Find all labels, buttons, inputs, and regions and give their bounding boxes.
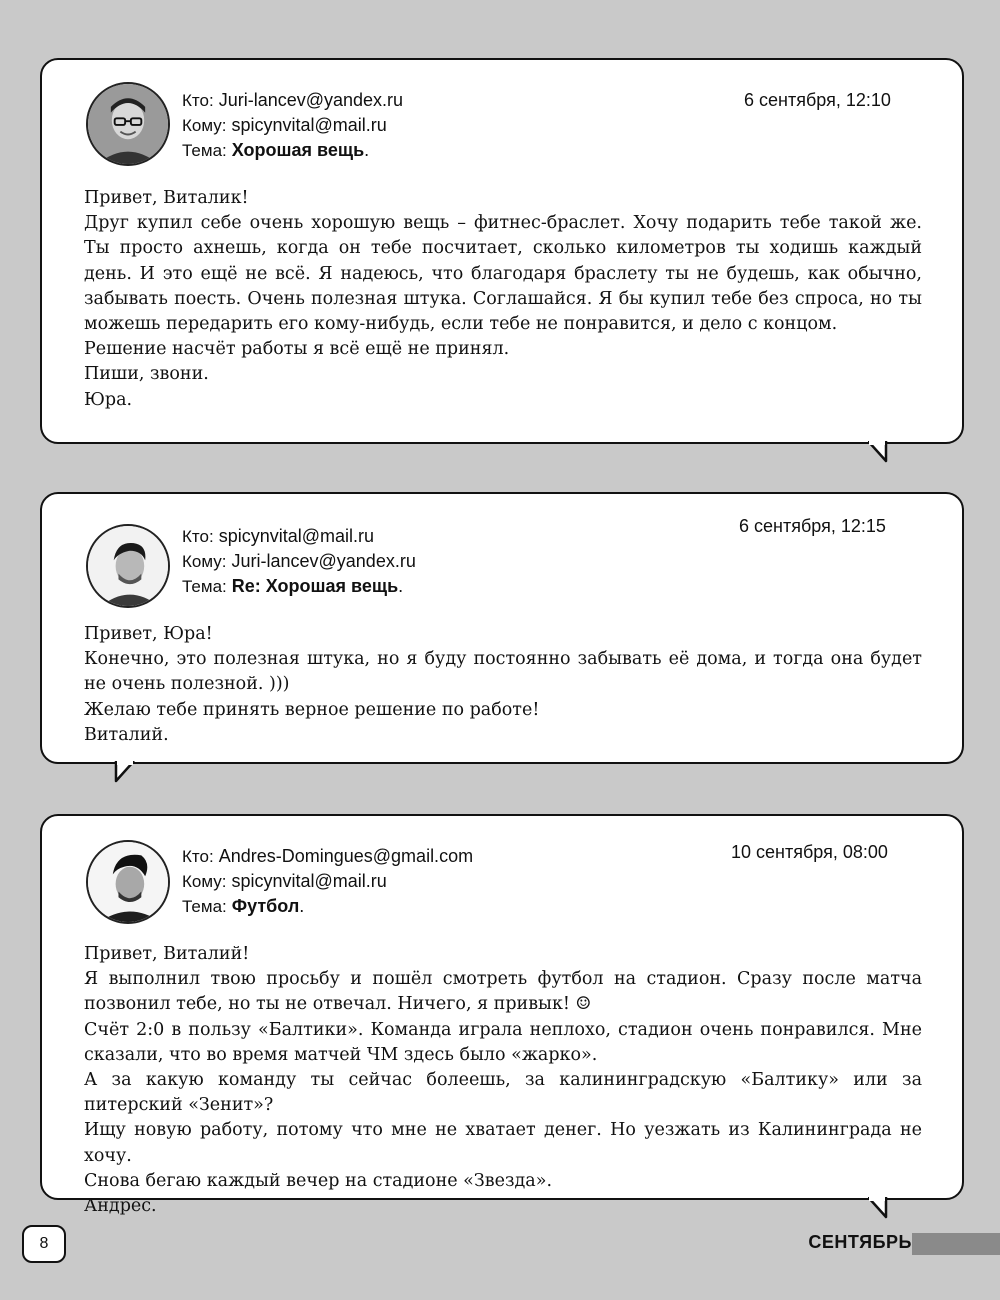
body-line: Друг купил себе очень хорошую вещь – фитнес-браслет. Хочу подарить тебе такой же. Ты просто ахнешь, когда он тебе посчитает, сколько километров ты ходишь каждый день. И это ещё не всё. Я надеюсь, что благодаря браслету ты не будешь, как обычно, забывать поесть. Очень полезная штука. Соглашайся. Я бы купил тебе без спроса, но ты можешь передарить его кому-нибудь, если тебе не понравится, и дело с концом. [84,213,922,335]
from-row [182,844,473,869]
from-label: Кто: [182,527,214,546]
to-address[interactable]: spicynvital@mail.ru [231,871,387,891]
bubble-tail [868,441,892,463]
bubble-tail [112,761,136,783]
subject-text: Re: Хорошая вещь [231,576,399,596]
body-line: Счёт 2:0 в пользу «Балтики». Команда играла неплохо, стадион очень понравился. Мне сказали, что во время матчей ЧМ здесь было «жарко». [84,1019,922,1065]
to-row [182,869,473,894]
body-line: Снова бегаю каждый вечер на стадионе «Звезда». [84,1170,553,1191]
body-line: Юра. [84,389,133,410]
subject-period: . [299,896,305,916]
email-date: 10 сентября, 08:00 [731,842,888,862]
to-address[interactable]: Juri-lancev@yandex.ru [231,551,416,571]
from-label: Кто: [182,91,214,110]
from-row [182,524,416,549]
sender-avatar [86,840,170,924]
email-card [40,58,964,444]
body-line: А за какую команду ты сейчас болеешь, за калининградскую «Балтику» или за питерский «Зенит»? [84,1070,922,1116]
subject-row [182,138,403,163]
body-line: Привет, Юра! [84,624,213,644]
body-line: Виталий. [84,724,169,745]
subject-row [182,894,473,919]
body-line: Я выполнил твою просьбу и пошёл смотреть футбол на стадион. Сразу после матча позвонил тебе, но ты не отвечал. Ничего, я привык! ☺ [84,969,922,1015]
email-date: 6 сентября, 12:15 [739,516,886,536]
subject-label: Тема: [182,897,227,916]
bubble-tail [868,1197,892,1219]
body-line: Желаю тебе принять верное решение по работе! [84,699,540,720]
subject-period: . [398,576,404,596]
to-label: Кому: [182,872,227,891]
body-line: Ищу новую работу, потому что мне не хватает денег. Но уезжать из Калининграда не хочу. [84,1120,922,1166]
from-address[interactable]: Juri-lancev@yandex.ru [218,90,404,110]
email-body [84,942,922,1219]
from-address[interactable]: spicynvital@mail.ru [218,526,375,546]
body-line: Привет, Виталик! [84,188,249,208]
email-body [84,622,922,748]
from-label: Кто: [182,847,214,866]
body-line: Андрес. [84,1196,157,1217]
sender-avatar [86,82,170,166]
to-row [182,549,416,574]
email-card [40,492,964,764]
sender-avatar [86,524,170,608]
body-line: Пиши, звони. [84,364,209,385]
email-body [84,186,922,413]
to-address[interactable]: spicynvital@mail.ru [231,115,387,135]
from-address[interactable]: Andres-Domingues@gmail.com [218,846,474,866]
email-card [40,814,964,1217]
email-header [182,88,403,163]
from-row [182,88,403,113]
section-title: СЕНТЯБРЬ [808,1232,912,1252]
body-line: Конечно, это полезная штука, но я буду постоянно забывать её дома, и тогда она будет не очень полезной. ))) [84,649,922,695]
subject-text: Хорошая вещь [231,140,365,160]
to-label: Кому: [182,116,227,135]
subject-period: . [364,140,370,160]
subject-row [182,574,416,599]
body-line: Решение насчёт работы я всё ещё не принял. [84,339,510,360]
section-bar [912,1233,1000,1255]
page-number: 8 [22,1225,66,1263]
subject-label: Тема: [182,577,227,596]
email-header [182,844,473,919]
to-label: Кому: [182,552,227,571]
subject-label: Тема: [182,141,227,160]
email-date: 6 сентября, 12:10 [744,90,891,110]
to-row [182,113,403,138]
subject-text: Футбол [231,896,300,916]
body-line: Привет, Виталий! [84,944,250,964]
email-header [182,524,416,599]
